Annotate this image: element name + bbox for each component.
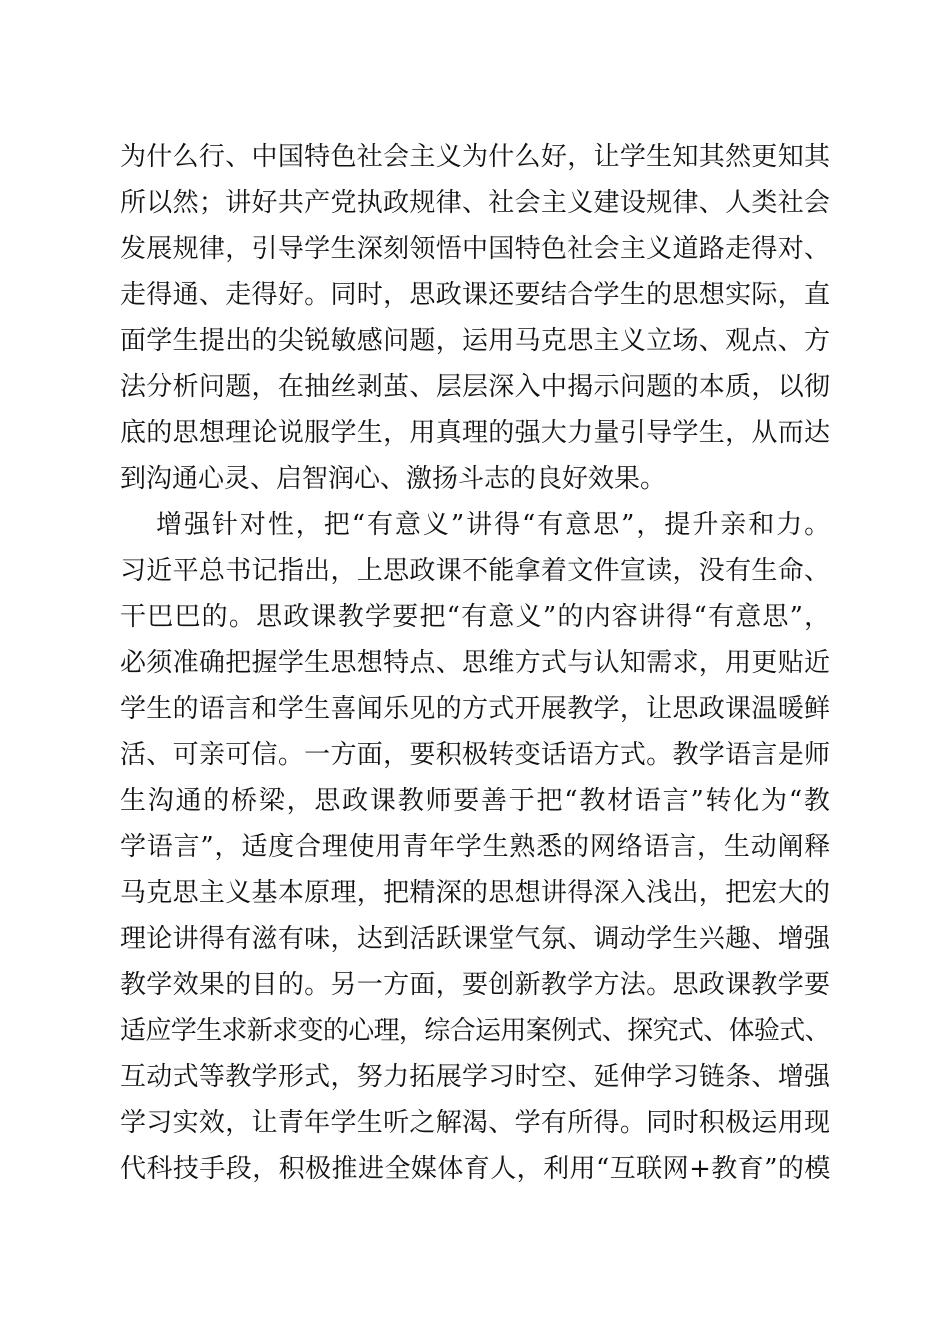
text-line: 底的思想理论说服学生，用真理的强大力量引导学生，从而达 (120, 418, 831, 448)
text-line: 所以然；讲好共产党执政规律、社会主义建设规律、人类社会 (120, 188, 831, 218)
paragraph-first-line: 增强针对性，把“有意义”讲得“有意思”，提升亲和力。 (156, 510, 833, 540)
text-line: 学生的语言和学生喜闻乐见的方式开展教学，让思政课温暖鲜 (120, 694, 831, 724)
text-line: 到沟通心灵、启智润心、激扬斗志的良好效果。 (120, 464, 667, 494)
text-line: 为什么行、中国特色社会主义为什么好，让学生知其然更知其 (120, 142, 831, 172)
text-line: 发展规律，引导学生深刻领悟中国特色社会主义道路走得对、 (120, 234, 831, 264)
text-line: 走得通、走得好。同时，思政课还要结合学生的思想实际，直 (120, 280, 831, 310)
text-line: 互动式等教学形式，努力拓展学习时空、延伸学习链条、增强 (120, 1062, 831, 1092)
text-line: 代科技手段，积极推进全媒体育人，利用“互联网+教育”的模 (120, 1154, 831, 1184)
text-line: 干巴巴的。思政课教学要把“有意义”的内容讲得“有意思”， (120, 602, 832, 632)
text-line: 适应学生求新求变的心理，综合运用案例式、探究式、体验式、 (120, 1016, 831, 1046)
text-line: 学语言”，适度合理使用青年学生熟悉的网络语言，生动阐释 (120, 832, 832, 862)
text-line: 必须准确把握学生思想特点、思维方式与认知需求，用更贴近 (120, 648, 831, 678)
text-line: 马克思主义基本原理，把精深的思想讲得深入浅出，把宏大的 (120, 878, 831, 908)
text-line: 习近平总书记指出，上思政课不能拿着文件宣读，没有生命、 (120, 556, 831, 586)
text-line: 活、可亲可信。一方面，要积极转变话语方式。教学语言是师 (120, 740, 831, 770)
text-line: 学习实效，让青年学生听之解渴、学有所得。同时积极运用现 (120, 1108, 831, 1138)
text-line: 法分析问题，在抽丝剥茧、层层深入中揭示问题的本质，以彻 (120, 372, 831, 402)
text-line: 理论讲得有滋有味，达到活跃课堂气氛、调动学生兴趣、增强 (120, 924, 831, 954)
text-line: 教学效果的目的。另一方面，要创新教学方法。思政课教学要 (120, 970, 831, 1000)
text-line: 生沟通的桥梁，思政课教师要善于把“教材语言”转化为“教 (120, 786, 832, 816)
text-line: 面学生提出的尖锐敏感问题，运用马克思主义立场、观点、方 (120, 326, 831, 356)
